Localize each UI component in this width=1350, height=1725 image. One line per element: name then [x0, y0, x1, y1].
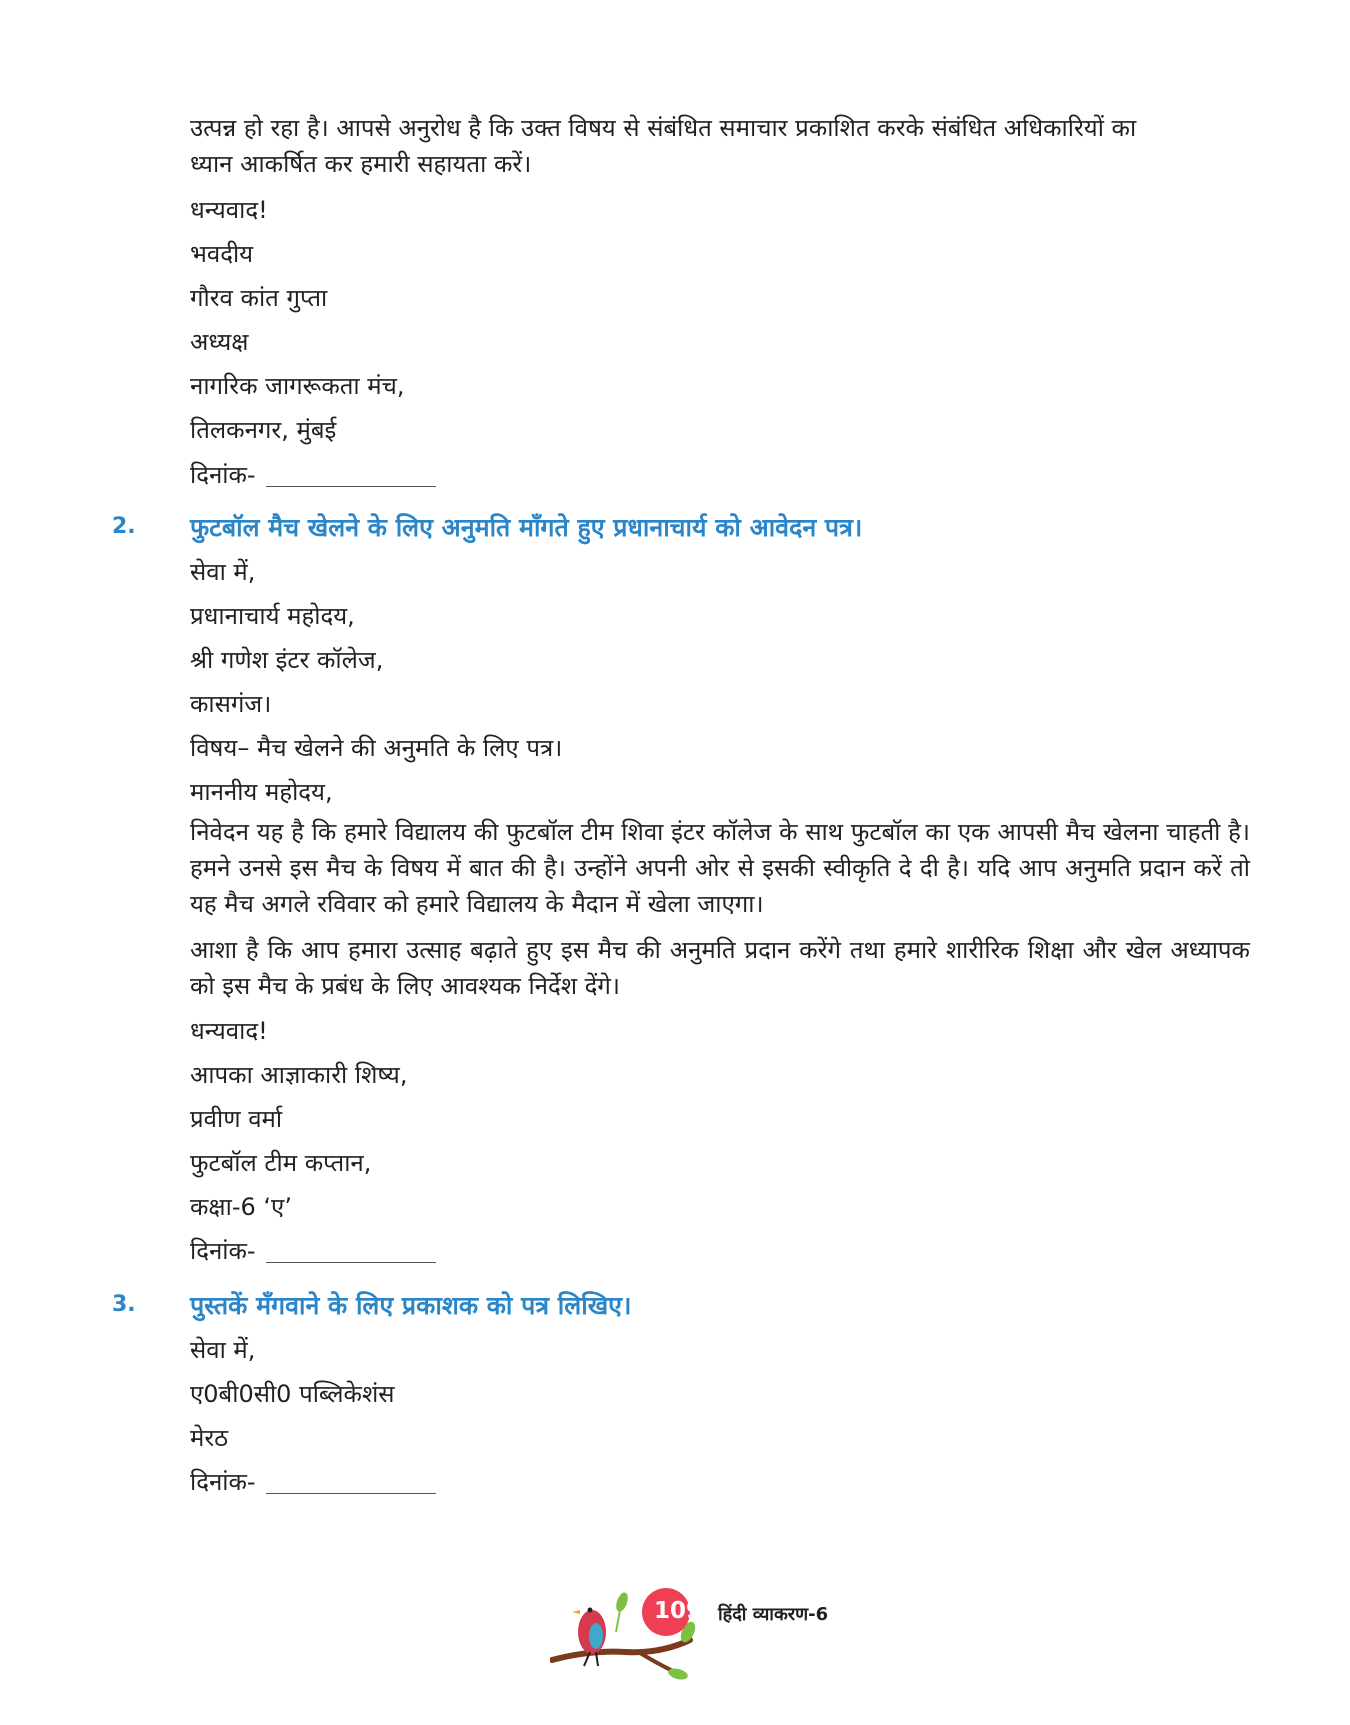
q2-date [190, 1236, 436, 1266]
q2-recipient: प्रधानाचार्य महोदय, [190, 602, 355, 630]
q2-thanks: धन्यवाद! [190, 1017, 268, 1045]
letter1-city: तिलकनगर, मुंबई [190, 416, 337, 444]
question-number-3: 3. [112, 1292, 136, 1317]
letter1-organisation: नागरिक जागरूकता मंच, [190, 372, 405, 400]
date-blank-line [266, 485, 436, 487]
page-footer [550, 1580, 870, 1680]
date-label: दिनांक- [190, 461, 256, 489]
q2-sender-name: प्रवीण वर्मा [190, 1105, 283, 1133]
question-heading-2: फुटबॉल मैच खेलने के लिए अनुमति माँगते हुए प्रधानाचार्य को आवेदन पत्र। [190, 513, 863, 542]
bird-on-branch-icon [550, 1580, 720, 1680]
book-title: हिंदी व्याकरण-6 [718, 1604, 829, 1625]
letter1-para-line2: ध्यान आकर्षित कर हमारी सहायता करें। [190, 150, 532, 178]
letter1-closing: भवदीय [190, 240, 254, 268]
letter1-para-line1: उत्पन्न हो रहा है। आपसे अनुरोध है कि उक्त विषय से संबंधित समाचार प्रकाशित करके संबंधित अधिकारियों का [190, 114, 1137, 142]
q2-to: सेवा में, [190, 558, 256, 586]
q2-class: कक्षा-6 ‘ए’ [190, 1193, 292, 1221]
date-blank-line [266, 1492, 436, 1494]
q2-salutation: माननीय महोदय, [190, 778, 333, 806]
q2-city: कासगंज। [190, 690, 272, 718]
q2-closing: आपका आज्ञाकारी शिष्य, [190, 1061, 408, 1089]
letter1-sender-name: गौरव कांत गुप्ता [190, 284, 328, 312]
q2-body-paragraph-2: आशा है कि आप हमारा उत्साह बढ़ाते हुए इस मैच की अनुमति प्रदान करेंगे तथा हमारे शारीरिक शिक्षा और खेल अध्यापक को इस मैच के प्रबंध के लिए आवश्यक निर्देश देंगे। [190, 936, 1250, 1000]
date-blank-line [266, 1261, 436, 1263]
q3-city: मेरठ [190, 1424, 229, 1452]
letter1-thanks: धन्यवाद! [190, 196, 268, 224]
q3-date [190, 1467, 436, 1497]
date-label: दिनांक- [190, 1237, 256, 1265]
q2-designation: फुटबॉल टीम कप्तान, [190, 1149, 372, 1177]
date-label: दिनांक- [190, 1468, 256, 1496]
question-number-2: 2. [112, 514, 136, 539]
q2-school: श्री गणेश इंटर कॉलेज, [190, 646, 384, 674]
q3-to: सेवा में, [190, 1336, 256, 1364]
question-heading-3: पुस्तकें मँगवाने के लिए प्रकाशक को पत्र लिखिए। [190, 1291, 632, 1320]
q2-body-paragraph-1: निवेदन यह है कि हमारे विद्यालय की फुटबॉल टीम शिवा इंटर कॉलेज के साथ फुटबॉल का एक आपसी मैच खेलना चाहती है। हमने उनसे इस मैच के विषय में बात की है। उन्होंने अपनी ओर से इसकी स्वीकृति दे दी है। यदि आप अनुमति प्रदान करें तो यह मैच अगले रविवार को हमारे विद्यालय के मैदान में खेला जाएगा। [190, 818, 1250, 918]
letter1-designation: अध्यक्ष [190, 328, 249, 356]
letter1-date [190, 460, 436, 490]
page-number: 109 [654, 1598, 703, 1624]
q3-recipient: ए0बी0सी0 पब्लिकेशंस [190, 1380, 395, 1408]
q2-subject: विषय– मैच खेलने की अनुमति के लिए पत्र। [190, 734, 563, 762]
